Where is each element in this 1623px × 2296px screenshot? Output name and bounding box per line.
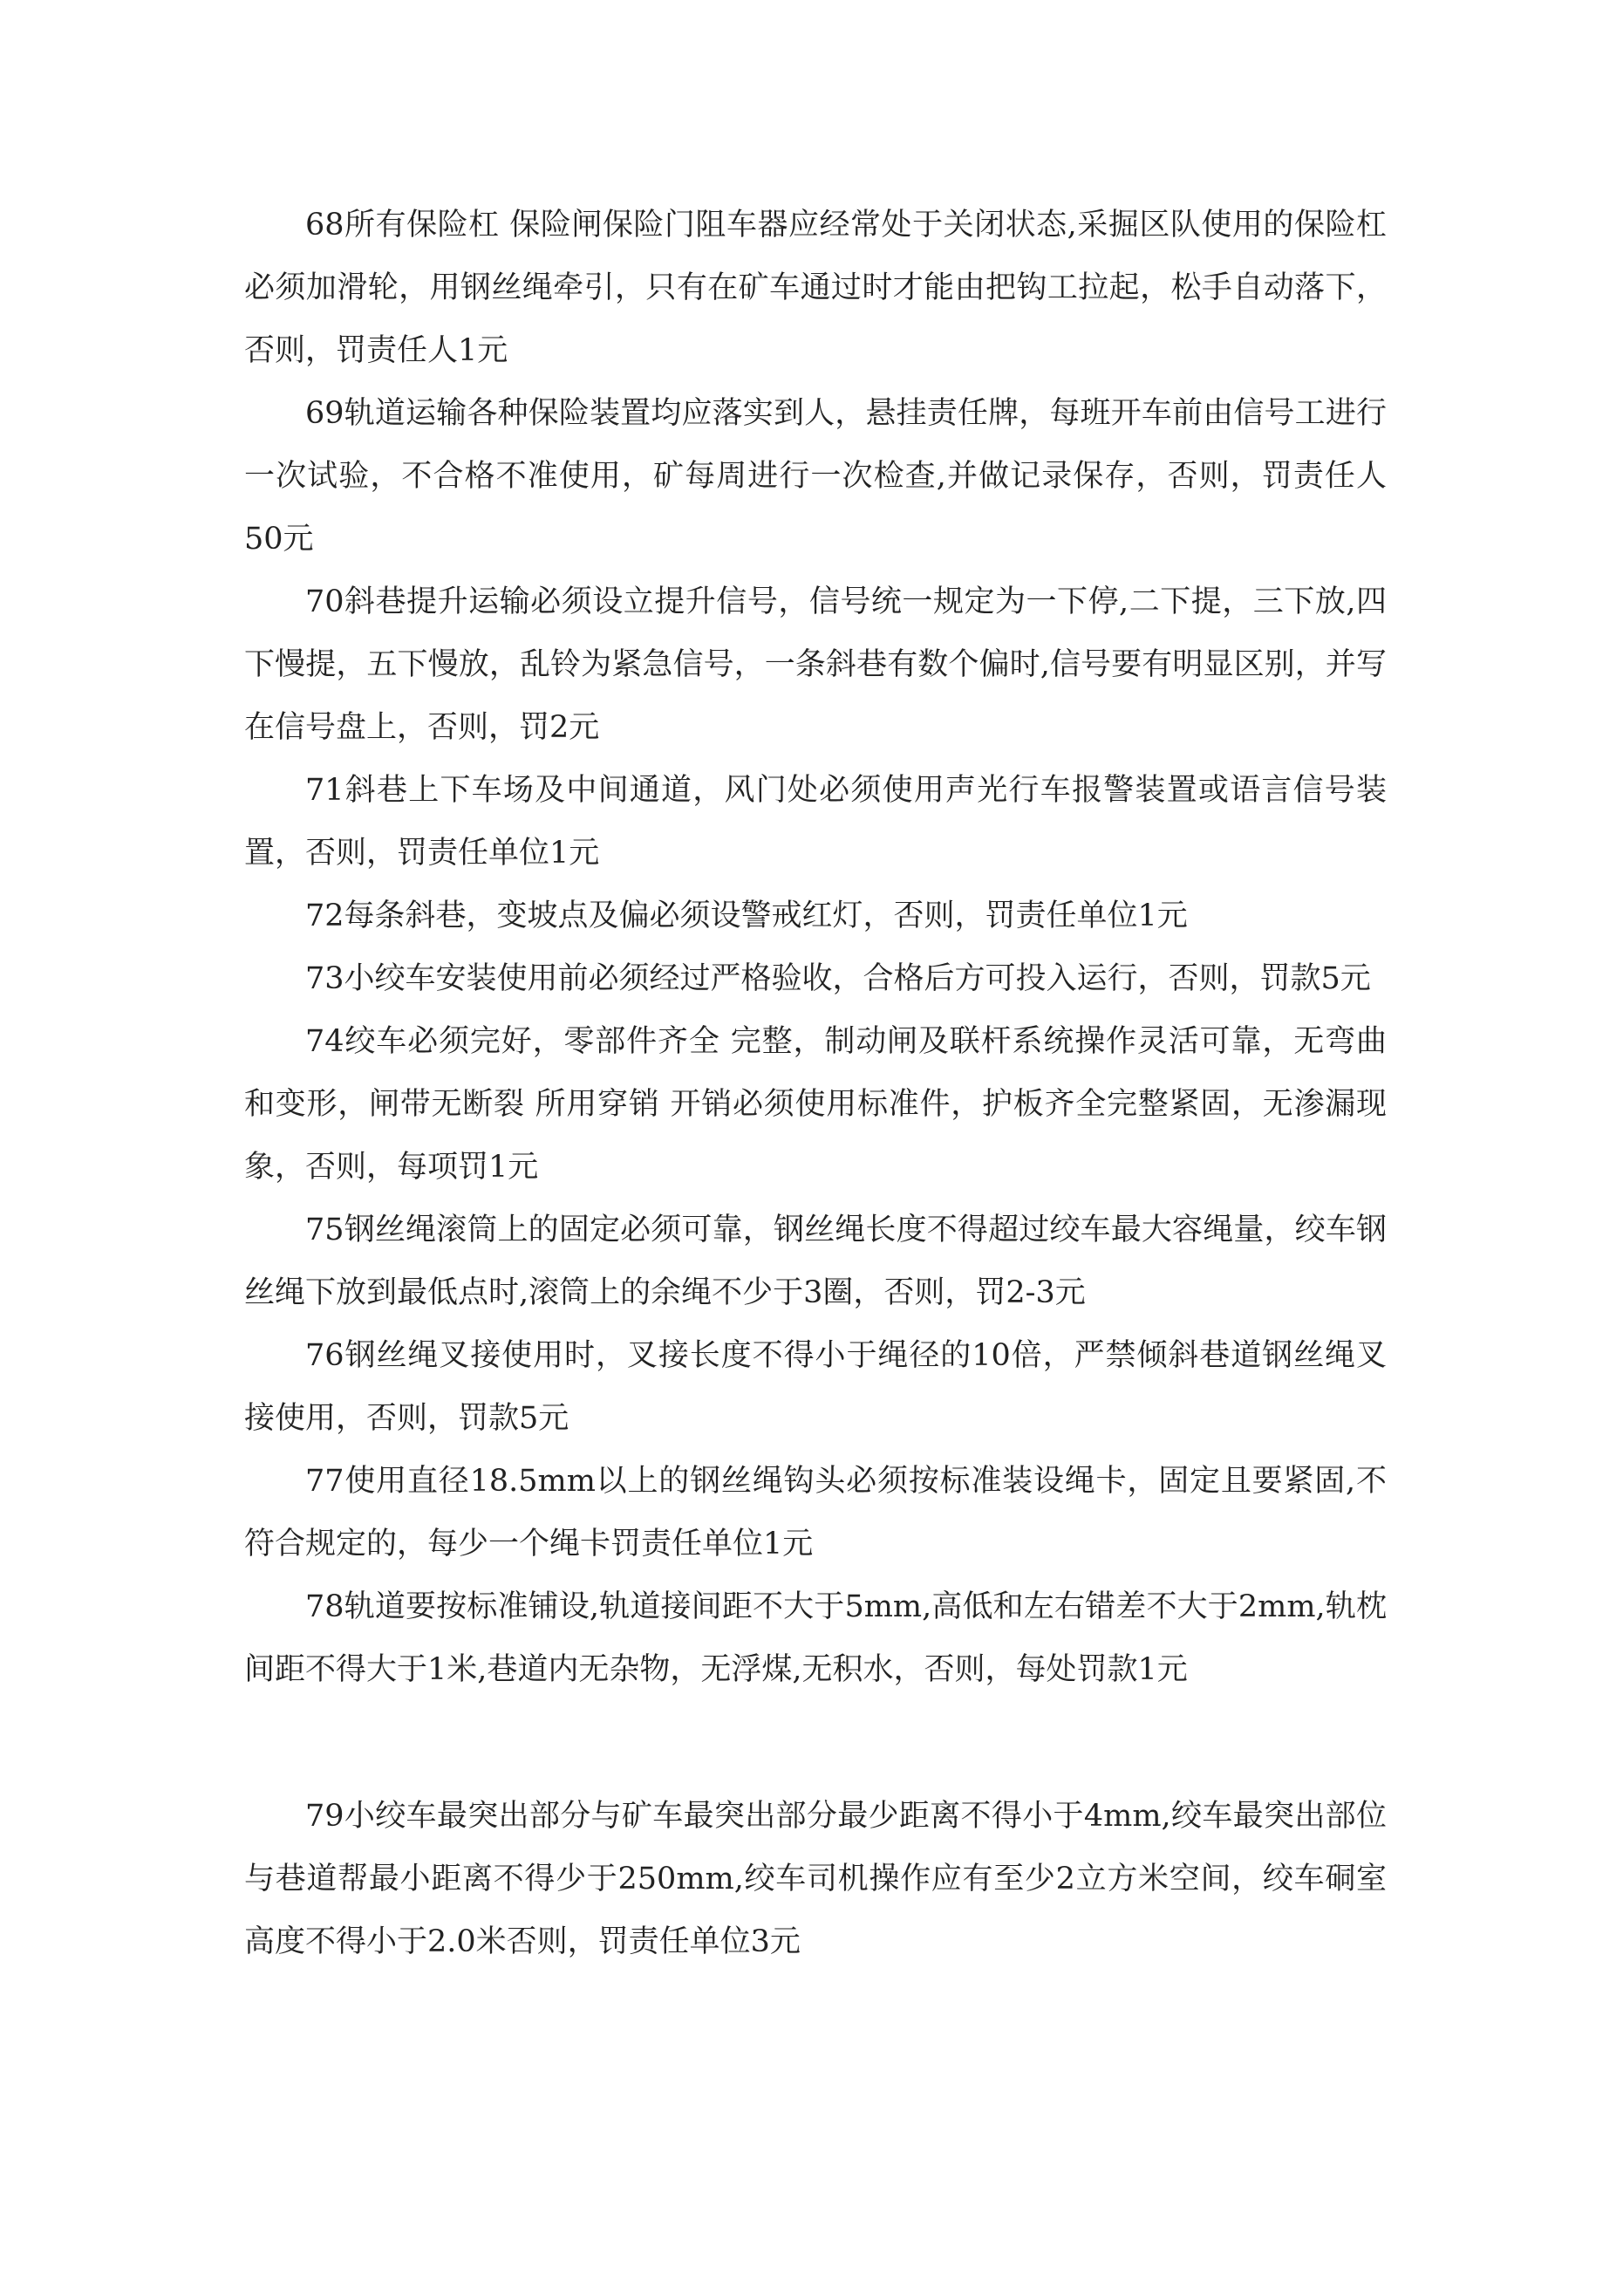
rule-item-74: 74绞车必须完好，零部件齐全 完整，制动闸及联杆系统操作灵活可靠，无弯曲和变形，闸带无断裂 所用穿销 开销必须使用标准件，护板齐全完整紧固，无渗漏现象，否则，每项罚1元 [244, 1024, 1387, 1185]
rule-item-77: 77使用直径18.5mm以上的钢丝绳钩头必须按标准装设绳卡，固定且要紧固,不符合规定的，每少一个绳卡罚责任单位1元 [244, 1464, 1387, 1561]
rule-item-70: 70斜巷提升运输必须设立提升信号，信号统一规定为一下停,二下提，三下放,四下慢提，五下慢放，乱铃为紧急信号，一条斜巷有数个偏时,信号要有明显区别，并写在信号盘上，否则，罚2元 [244, 584, 1387, 745]
rule-item-76: 76钢丝绳叉接使用时，叉接长度不得小于绳径的10倍，严禁倾斜巷道钢丝绳叉接使用，否则，罚款5元 [244, 1338, 1387, 1436]
rule-item-78: 78轨道要按标准铺设,轨道接间距不大于5mm,高低和左右错差不大于2mm,轨枕间距不得大于1米,巷道内无杂物，无浮煤,无积水，否则，每处罚款1元 [244, 1589, 1387, 1687]
rule-item-73: 73小绞车安装使用前必须经过严格验收，合格后方可投入运行，否则，罚款5元 [305, 961, 1371, 996]
rule-item-69: 69轨道运输各种保险装置均应落实到人，悬挂责任牌，每班开车前由信号工进行一次试验，不合格不准使用，矿每周进行一次检查,并做记录保存，否则，罚责任人50元 [244, 396, 1387, 557]
rule-item-72: 72每条斜巷，变坡点及偏必须设警戒红灯，否则，罚责任单位1元 [305, 899, 1188, 933]
rule-item-75: 75钢丝绳滚筒上的固定必须可靠，钢丝绳长度不得超过绞车最大容绳量，绞车钢丝绳下放到最低点时,滚筒上的余绳不少于3圈，否则，罚2-3元 [244, 1213, 1387, 1310]
rule-item-79: 79小绞车最突出部分与矿车最突出部分最少距离不得小于4mm,绞车最突出部位与巷道帮最小距离不得少于250mm,绞车司机操作应有至少2立方米空间，绞车硐室高度不得小于2.0米否则，罚责任单位3元 [244, 1799, 1387, 1959]
document-body [244, 194, 1387, 1973]
rule-item-68: 68所有保险杠 保险闸保险门阻车器应经常处于关闭状态,采掘区队使用的保险杠必须加滑轮，用钢丝绳牵引，只有在矿车通过时才能由把钩工拉起，松手自动落下，否则，罚责任人1元 [244, 208, 1387, 368]
rule-item-71: 71斜巷上下车场及中间通道，风门处必须使用声光行车报警装置或语言信号装置，否则，罚责任单位1元 [244, 773, 1387, 871]
